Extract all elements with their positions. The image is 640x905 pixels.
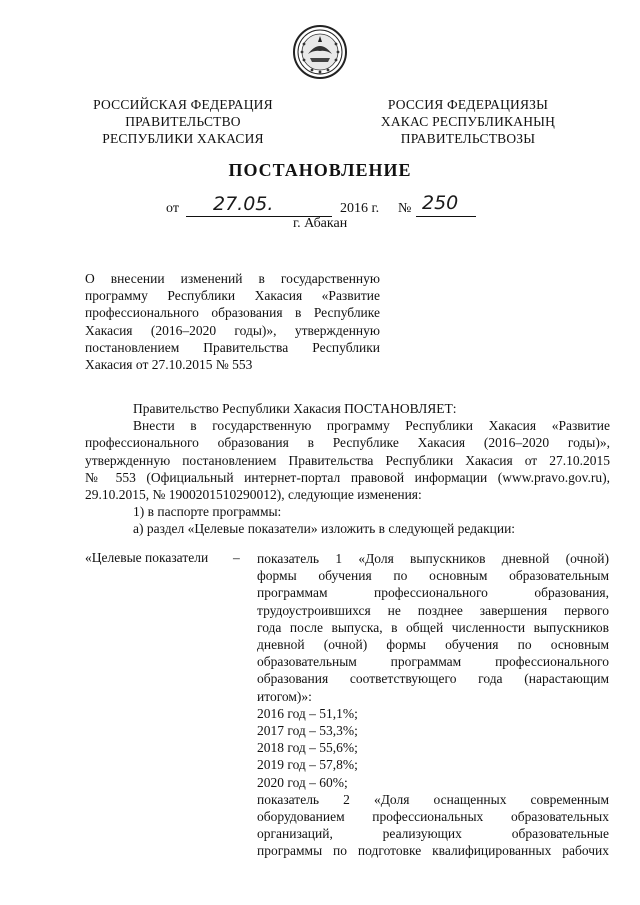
- indicator1-line: формы обучения по основным образовательным: [257, 568, 609, 584]
- target-value: 2019 год – 57,8%;: [257, 757, 358, 773]
- indicator2-line: организаций, реализующих образовательные: [257, 826, 609, 842]
- header-left-line-1: РОССИЙСКАЯ ФЕДЕРАЦИЯ: [93, 97, 273, 112]
- indicator2-line: показатель 2 «Доля оснащенных современным: [257, 791, 609, 807]
- target-value: 2016 год – 51,1%;: [257, 705, 358, 721]
- targets-label: «Целевые показатели: [85, 550, 209, 565]
- item-1a: а) раздел «Целевые показатели» изложить в следующей редакции:: [133, 521, 516, 537]
- targets-content: [257, 550, 609, 860]
- indicator2-line: программы по подготовке квалифицированных рабочих: [257, 843, 609, 859]
- coat-of-arms-emblem: [292, 24, 348, 80]
- indicator1-line: трудоустроившихся не позднее завершения первого: [257, 602, 609, 618]
- para1-line: № 553 (Официальный интернет-портал правовой информации (www.pravo.gov.ru),: [85, 469, 610, 485]
- para1-line: профессионального образования в Республике Хакасия (2016–2020 годы)»,: [85, 435, 610, 451]
- number-sign: №: [398, 201, 412, 216]
- subject-line: Хакасия (2016–2020 годы)», утвержденную: [85, 322, 380, 338]
- para1-line: Внести в государственную программу Республики Хакасия «Развитие: [133, 418, 610, 434]
- targets-dash: –: [233, 550, 240, 565]
- number-handwritten: 250: [422, 192, 459, 214]
- header-left-line-3: РЕСПУБЛИКИ ХАКАСИЯ: [102, 131, 264, 146]
- indicator1-line: дневной (очной) формы обучения по основным: [257, 637, 609, 653]
- document-subject: [85, 270, 380, 373]
- indicator1-line: года после выпуска, в общей численности выпускников: [257, 619, 609, 635]
- header-left: [83, 96, 283, 147]
- indicator1-line: итогом)»:: [257, 688, 312, 704]
- indicator1-line: показатель 1 «Доля выпускников дневной (очной): [257, 551, 609, 566]
- target-value: 2018 год – 55,6%;: [257, 740, 358, 756]
- document-title: ПОСТАНОВЛЕНИЕ: [228, 160, 412, 180]
- target-value: 2020 год – 60%;: [257, 774, 348, 790]
- subject-line: О внесении изменений в государственную: [85, 271, 380, 286]
- header-right-line-1: РОССИЯ ФЕДЕРАЦИЯЗЫ: [387, 97, 549, 112]
- indicator1-line: образовательным программам профессионального: [257, 654, 609, 670]
- subject-line: программу Республики Хакасия «Развитие: [85, 288, 380, 304]
- indicator1-line: программам профессионального образования,: [257, 585, 609, 601]
- para1-line: утвержденную постановлением Правительства Республики Хакасия от 27.10.2015: [85, 452, 610, 468]
- target-value: 2017 год – 53,3%;: [257, 723, 358, 739]
- indicator1-line: образования соответствующего года (нарастающим: [257, 671, 609, 687]
- date-handwritten: 27.05.: [213, 193, 274, 215]
- para1-line: 29.10.2015, № 1900201510290012), следующие изменения:: [85, 487, 422, 503]
- subject-line: профессионального образования в Республике: [85, 305, 380, 321]
- number-underline: [416, 216, 476, 217]
- city: г. Абакан: [293, 216, 348, 231]
- date-prefix: от: [166, 201, 179, 216]
- subject-line: постановлением Правительства Республики: [85, 339, 380, 355]
- header-right-line-2: ХАКАС РЕСПУБЛИКАНЫҢ: [380, 114, 556, 129]
- header-right-line-3: ПРАВИТЕЛЬСТВОЗЫ: [400, 131, 536, 146]
- header-right: [368, 96, 568, 147]
- decree-line: Правительство Республики Хакасия ПОСТАНОВЛЯЕТ:: [133, 401, 457, 416]
- header-left-line-2: ПРАВИТЕЛЬСТВО: [125, 114, 241, 129]
- indicator2-line: оборудованием профессиональных образовательных: [257, 809, 609, 825]
- item-1: 1) в паспорте программы:: [133, 504, 282, 520]
- document-body: [85, 400, 610, 538]
- document-year: 2016 г.: [340, 201, 380, 216]
- subject-line: Хакасия от 27.10.2015 № 553: [85, 357, 253, 373]
